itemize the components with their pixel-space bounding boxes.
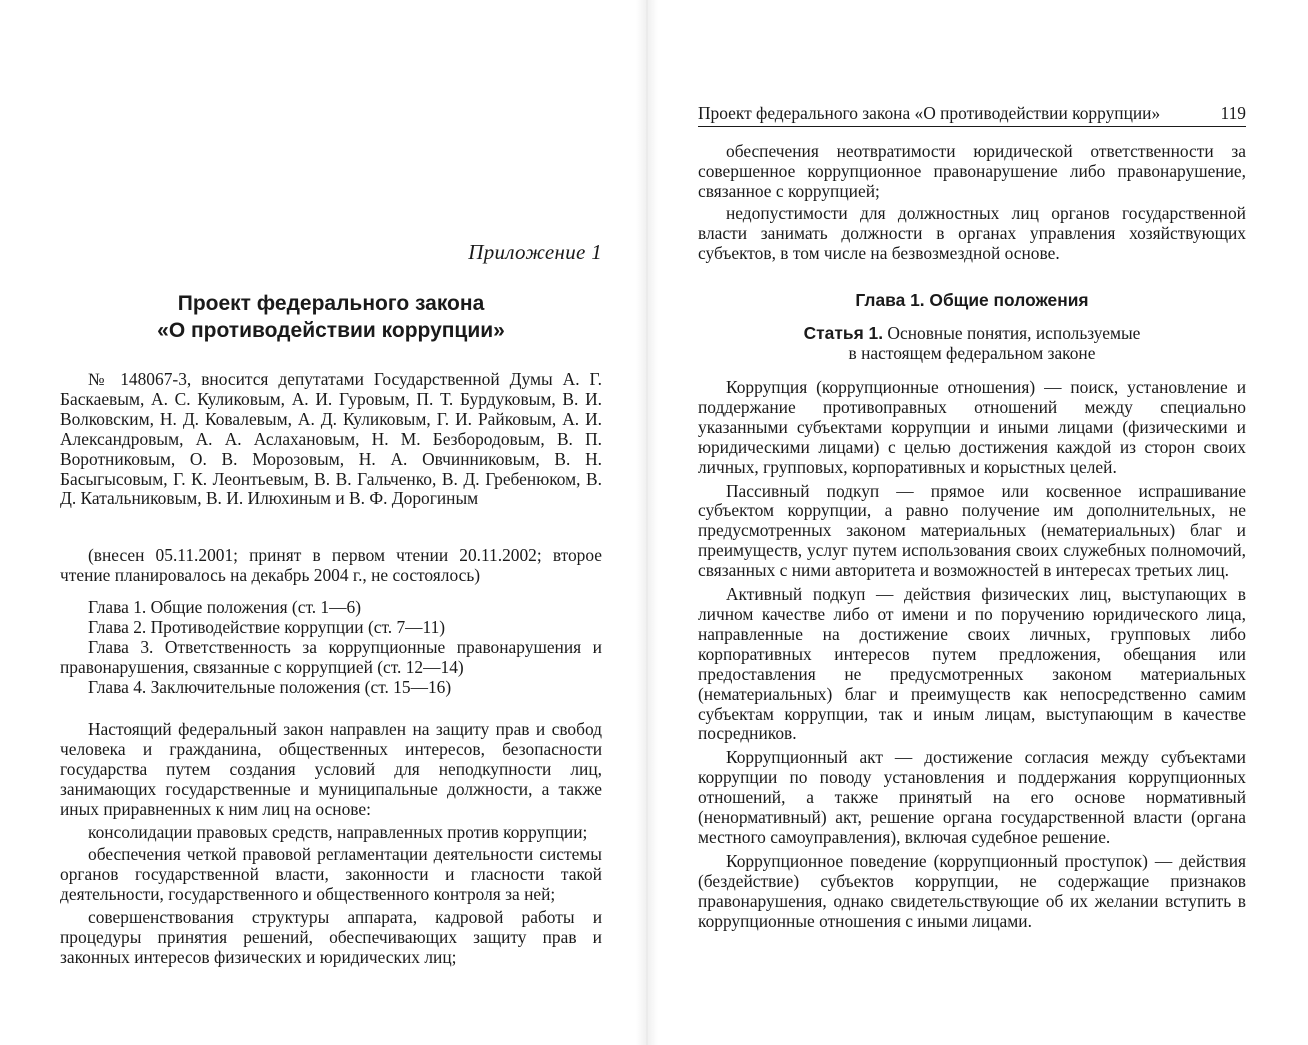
continued-text <box>698 142 1246 265</box>
definition-paragraph: Пассивный подкуп — прямое или косвенное испрашивание субъектом коррупции, а равно получение им дополнительных, не предусмотренных законом материальных (нематериальных) благ и преимуществ, услуг путем использования своих служебных полномочий, связанных с ними авторитета и возможностей в интересах третьих лиц. <box>698 480 1246 581</box>
left-page <box>0 0 640 1045</box>
article-title-1: Основные понятия, используемые <box>887 323 1141 343</box>
document-title <box>60 290 602 344</box>
definition-paragraph: Активный подкуп — действия физических лиц, выступающих в личном качестве либо от имени и по поручению юридического лица, направленные на достижение своих личных, групповых либо корпоративных интересов путем предложения, обещания или предоставления не предусмотренных законом материальных (нематериальных) благ и преимуществ как непосредственно самим субъектам коррупции, так и иным лицам, выступающим в качестве посредников. <box>698 584 1246 744</box>
chapter-heading: Глава 1. Общие положения <box>855 290 1089 310</box>
article-label: Статья 1. <box>803 323 884 343</box>
paragraph: обеспечения четкой правовой регламентации деятельности системы органов государственной власти, законности и гласности такой деятельности, государственного и общественного контроля за ней; <box>60 844 602 905</box>
definition-paragraph: Коррупция (коррупционные отношения) — поиск, установление и поддержание противоправных отношений между специально указанными субъектами коррупции и иными лицами (физическими и юридическими лицами) с целью достижения каждой из сторон своих личных, групповых, корпоративных и корыстных целей. <box>698 377 1246 477</box>
toc-item: Глава 2. Противодействие коррупции (ст. 7—11) <box>88 616 446 637</box>
title-line-1: Проект федерального закона <box>177 292 485 315</box>
page-number: 119 <box>1220 103 1246 123</box>
paragraph: совершенствования структуры аппарата, кадровой работы и процедуры принятия решений, обеспечивающих защиту прав и законных интересов физических и юридических лиц; <box>60 907 602 967</box>
article-heading <box>698 323 1246 363</box>
appendix-label: Приложение 1 <box>468 240 602 264</box>
toc-item: Глава 1. Общие положения (ст. 1—6) <box>88 597 362 617</box>
running-head <box>698 103 1246 127</box>
paragraph: консолидации правовых средств, направленных против коррупции; <box>88 821 588 842</box>
definition-paragraph: Коррупционный акт — достижение согласия между субъектами коррупции по поводу установления и поддержания коррупционных отношений, а также принятый на его основе нормативный (ненормативный) акт, решение органа государственной власти (органа местного самоуправления), включая судебное решение. <box>698 747 1246 847</box>
paragraph: Настоящий федеральный закон направлен на защиту прав и свобод человека и гражданина, общественных интересов, безопасности государства путем создания условий для неподкупности лиц, занимающих государственные и муниципальные должности, а также иных приравненных к ним лиц на основе: <box>60 719 602 819</box>
paragraph: обеспечения неотвратимости юридической ответственности за совершенное коррупционное правонарушение либо правонарушение, связанное с коррупцией; <box>698 141 1246 201</box>
right-page <box>654 0 1308 1045</box>
submission-note: (внесен 05.11.2001; принят в первом чтении 20.11.2002; второе чтение планировалось на декабрь 2004 г., не состоялось) <box>60 545 602 585</box>
preamble <box>60 720 602 971</box>
toc-item: Глава 4. Заключительные положения (ст. 15—16) <box>88 676 452 697</box>
definitions <box>698 378 1246 935</box>
table-of-contents <box>60 598 602 698</box>
running-head-title: Проект федерального закона «О противодействии коррупции» <box>698 103 1161 123</box>
definition-paragraph: Коррупционное поведение (коррупционный проступок) — действия (бездействие) субъектов коррупции, не содержащие признаков правонарушения, однако свидетельствующие об их желании вступить в коррупционные отношения с иными лицами. <box>698 850 1246 931</box>
article-title-2: в настоящем федеральном законе <box>848 343 1096 363</box>
paragraph: недопустимости для должностных лиц органов государственной власти занимать должности в органах управления хозяйствующих субъектов, в том числе на безвозмездной основе. <box>698 202 1246 263</box>
toc-item: Глава 3. Ответственность за коррупционные правонарушения и правонарушения, связанные с коррупцией (ст. 12—14) <box>60 636 602 677</box>
title-line-2: «О противодействии коррупции» <box>157 319 505 342</box>
bill-intro: № 148067-3, вносится депутатами Государственной Думы А. Г. Баскаевым, А. С. Куликовым, А. И. Гуровым, П. Т. Бурдуковым, В. И. Волковским, Н. Д. Ковалевым, А. Д. Куликовым, Г. И. Райковым, А. И. Александровым, А. А. Аслахановым, Н. М. Безбородовым, В. П. Воротниковым, О. В. Морозовым, Н. А. Овчинниковым, В. Н. Басыгысовым, Г. К. Леонтьевым, В. В. Гальченко, В. Д. Гребенюком, В. Д. Катальниковым, В. И. Илюхиным и В. Ф. Дорогиным <box>60 369 602 509</box>
